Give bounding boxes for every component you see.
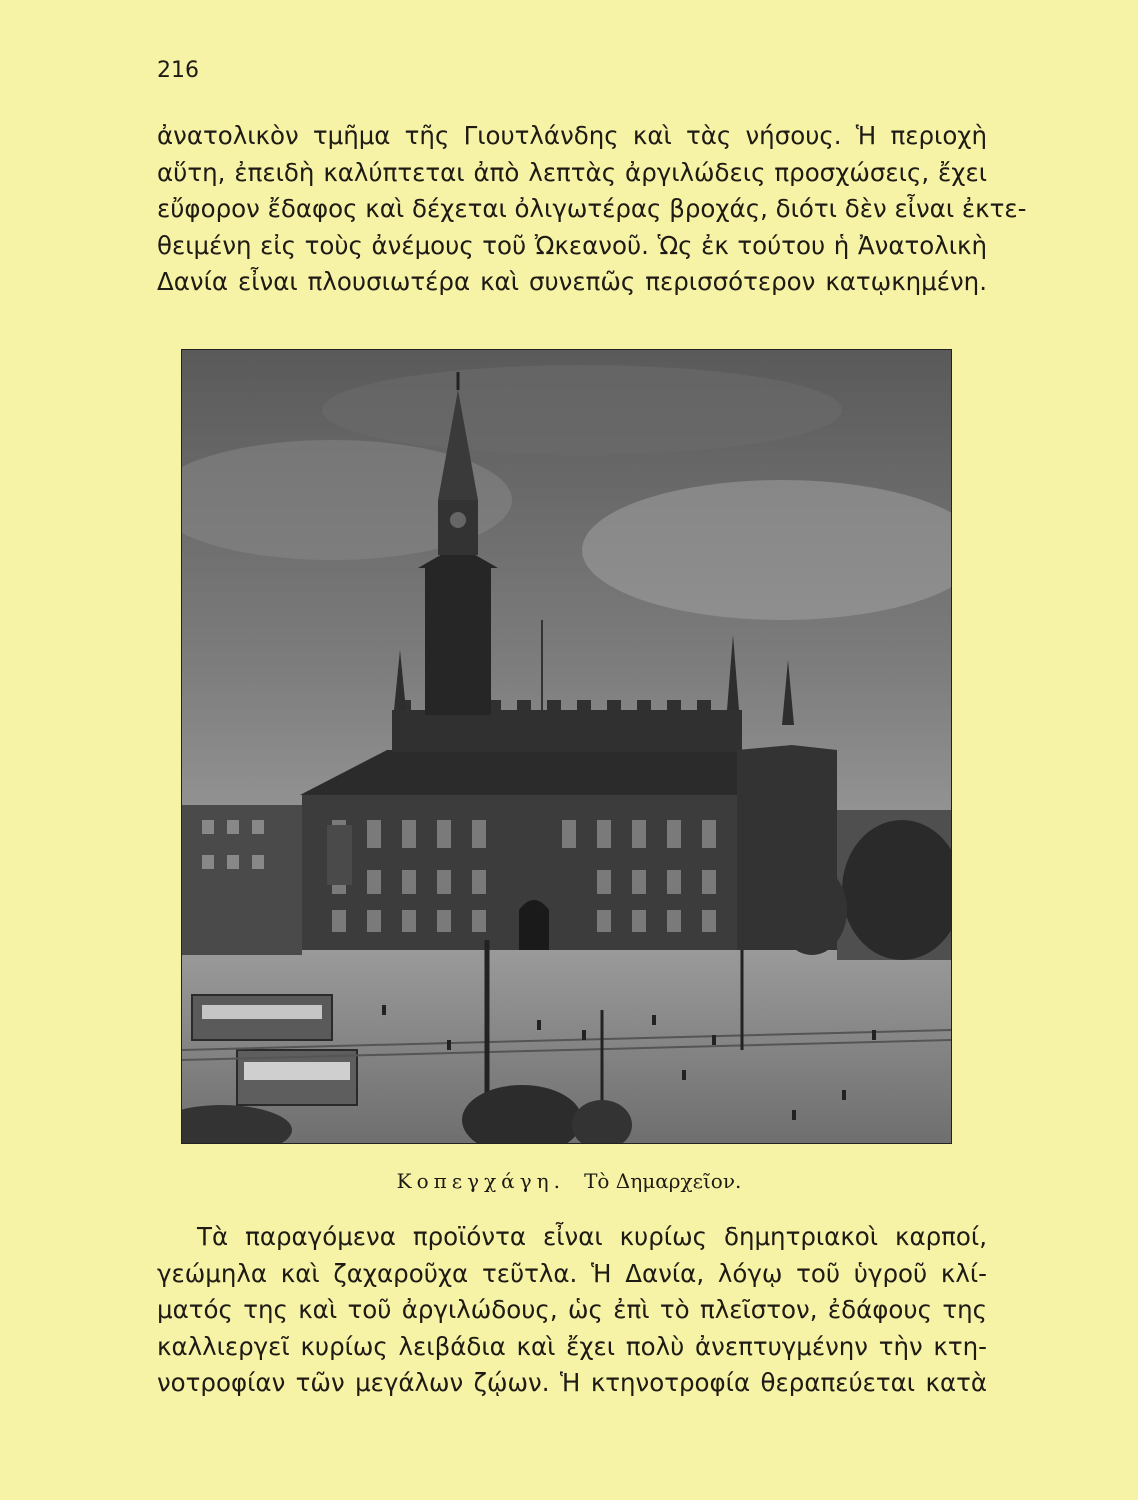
text-line: αὕτη, ἐπειδὴ καλύπτεται ἀπὸ λεπτὰς ἀργιλώδεις προσχώσεις, ἔχει xyxy=(157,157,987,187)
text-line: καλλιεργεῖ κυρίως λειβάδια καὶ ἔχει πολὺ ἀνεπτυγμένην τὴν κτη- xyxy=(157,1331,987,1361)
text-line: Δανία εἶναι πλουσιωτέρα καὶ συνεπῶς περισσότερον κατῳκημένη. xyxy=(157,267,987,296)
text-line: θειμένη εἰς τοὺς ἀνέμους τοῦ Ὠκεανοῦ. Ὡς ἐκ τούτου ἡ Ἀνατολικὴ xyxy=(157,230,987,260)
text-line: Τὰ παραγόμενα προϊόντα εἶναι κυρίως δημητριακοὶ καρποί, xyxy=(197,1222,987,1251)
city-hall-photo xyxy=(181,349,952,1144)
text-line: ἀνατολικὸν τμῆμα τῆς Γιουτλάνδης καὶ τὰς νήσους. Ἡ περιοχὴ xyxy=(157,121,987,150)
figure-caption xyxy=(0,1169,1138,1193)
text-line: εὔφορον ἔδαφος καὶ δέχεται ὀλιγωτέρας βροχάς, διότι δὲν εἶναι ἐκτε- xyxy=(157,194,1027,223)
text-line: ματός της καὶ τοῦ ἀργιλώδους, ὡς ἐπὶ τὸ πλεῖστον, ἐδάφους της xyxy=(157,1295,987,1324)
top-paragraph xyxy=(157,118,1027,301)
text-line: νοτροφίαν τῶν μεγάλων ζῴων. Ἡ κτηνοτροφία θεραπεύεται κατὰ xyxy=(157,1368,987,1397)
caption-subject: Τὸ Δημαρχεῖον. xyxy=(584,1169,742,1193)
page-number: 216 xyxy=(157,58,199,83)
caption-place: Κοπεγχάγη. xyxy=(396,1169,565,1193)
bottom-paragraph xyxy=(157,1219,987,1402)
text-line: γεώμηλα καὶ ζαχαροῦχα τεῦτλα. Ἡ Δανία, λόγῳ τοῦ ὑγροῦ κλί- xyxy=(157,1258,987,1288)
